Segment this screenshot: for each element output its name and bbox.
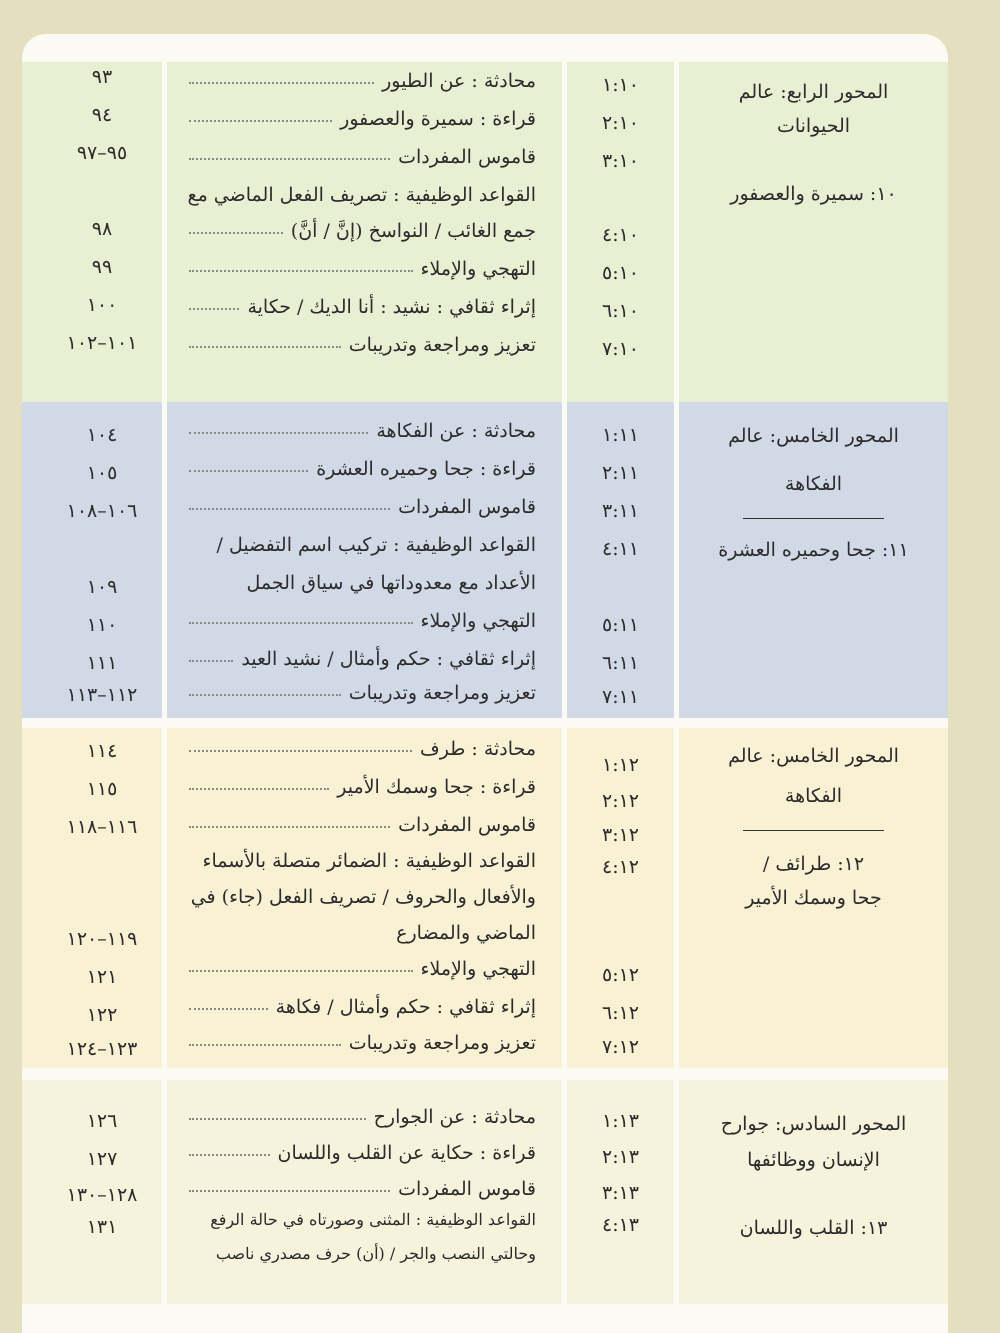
lesson-title: قاموس المفردات bbox=[398, 814, 536, 836]
dotted-leader bbox=[189, 750, 412, 752]
lesson-title: محادثة : طرف bbox=[420, 738, 536, 760]
codes-column bbox=[567, 1080, 674, 1304]
page-number: ١٢٨–١٣٠ bbox=[66, 1184, 138, 1206]
lesson-title: محادثة : عن الطيور bbox=[382, 70, 536, 92]
lesson-code: ١:١٠ bbox=[601, 74, 640, 96]
unit-title: المحور الخامس: عالم bbox=[728, 745, 899, 767]
lesson-title: قراءة : سميرة والعصفور bbox=[340, 108, 536, 130]
dotted-leader bbox=[189, 788, 329, 790]
lesson-title: التهجي والإملاء bbox=[420, 610, 536, 632]
lesson-row bbox=[189, 1210, 536, 1229]
dotted-leader bbox=[189, 508, 390, 510]
dotted-leader bbox=[189, 1118, 366, 1120]
page-number: ٩٩ bbox=[91, 256, 113, 278]
lesson-code: ٦:١٢ bbox=[601, 1002, 640, 1024]
unit-title: المحور السادس: جوارح bbox=[720, 1113, 907, 1135]
lesson-code: ٢:١١ bbox=[601, 462, 640, 484]
lesson-row bbox=[189, 886, 536, 908]
unit-title: المحور الرابع: عالم bbox=[738, 81, 889, 103]
lesson-code: ١:١١ bbox=[601, 424, 640, 446]
lesson-code: ٣:١١ bbox=[601, 500, 640, 522]
dotted-leader bbox=[189, 470, 308, 472]
lesson-row bbox=[189, 108, 536, 130]
lesson-row bbox=[189, 738, 536, 760]
page-number: ١٢١ bbox=[86, 966, 118, 988]
lesson-row bbox=[189, 958, 536, 980]
lesson-title: الأعداد مع معدوداتها في سياق الجمل bbox=[246, 572, 536, 594]
lesson-row bbox=[189, 184, 536, 206]
dotted-leader bbox=[189, 1008, 268, 1010]
lesson-code: ٧:١٠ bbox=[601, 338, 640, 360]
lesson-title: تعزيز ومراجعة وتدريبات bbox=[348, 334, 536, 356]
lesson-row bbox=[189, 996, 536, 1018]
dotted-leader bbox=[189, 694, 341, 696]
lesson-row bbox=[189, 420, 536, 442]
lesson-title: القواعد الوظيفية : تصريف الفعل الماضي مع bbox=[187, 184, 536, 206]
lesson-title: تعزيز ومراجعة وتدريبات bbox=[348, 1032, 536, 1054]
lessons-column bbox=[167, 402, 562, 718]
lesson-row bbox=[189, 258, 536, 280]
page-number: ١٠١–١٠٢ bbox=[66, 332, 138, 354]
lesson-title: التهجي والإملاء bbox=[420, 258, 536, 280]
page-number: ١٠٥ bbox=[86, 462, 118, 484]
lesson-code: ٥:١١ bbox=[601, 614, 640, 636]
unit-column bbox=[679, 62, 948, 408]
lessons-column bbox=[167, 62, 562, 408]
dotted-leader bbox=[189, 1190, 390, 1192]
lesson-title: والأفعال والحروف / تصريف الفعل (جاء) في bbox=[190, 886, 536, 908]
lesson-row bbox=[189, 70, 536, 92]
divider bbox=[743, 830, 884, 831]
lesson-title: القواعد الوظيفية : تركيب اسم التفضيل / bbox=[216, 534, 536, 556]
unit-lesson: جحا وسمك الأمير bbox=[745, 887, 882, 909]
lesson-row bbox=[189, 458, 536, 480]
page-number: ١٢٣–١٢٤ bbox=[66, 1038, 138, 1060]
page-number: ٩٨ bbox=[91, 218, 113, 240]
lesson-title: الماضي والمضارع bbox=[396, 922, 536, 944]
page-number: ١١٤ bbox=[86, 740, 118, 762]
pages-column bbox=[22, 1080, 162, 1304]
lesson-row bbox=[189, 146, 536, 168]
lesson-title: جمع الغائب / النواسخ (إنَّ / أنَّ) bbox=[290, 220, 536, 242]
lesson-code: ١:١٣ bbox=[601, 1110, 640, 1132]
page-number: ٩٤ bbox=[91, 104, 113, 126]
unit-title: الفكاهة bbox=[784, 785, 843, 807]
unit-column bbox=[679, 1080, 948, 1304]
dotted-leader bbox=[189, 432, 368, 434]
lesson-row bbox=[189, 1106, 536, 1128]
dotted-leader bbox=[189, 826, 390, 828]
lesson-code: ٤:١٠ bbox=[601, 224, 640, 246]
lesson-row bbox=[189, 1178, 536, 1200]
lesson-row bbox=[189, 534, 536, 556]
unit-lesson: ١٢: طرائف / bbox=[762, 853, 865, 875]
lesson-code: ٢:١٢ bbox=[601, 790, 640, 812]
page-number: ١٣١ bbox=[86, 1216, 118, 1238]
lesson-title: وحالتي النصب والجر / (أن) حرف مصدري ناصب bbox=[215, 1244, 536, 1263]
lesson-code: ٧:١٢ bbox=[601, 1036, 640, 1058]
unit-title: الإنسان ووظائفها bbox=[747, 1149, 880, 1171]
codes-column bbox=[567, 728, 674, 1068]
lesson-row bbox=[189, 334, 536, 356]
dotted-leader bbox=[189, 308, 239, 310]
page-number: ٩٥–٩٧ bbox=[76, 142, 128, 164]
lesson-title: تعزيز ومراجعة وتدريبات bbox=[348, 682, 536, 704]
dotted-leader bbox=[189, 270, 413, 272]
lesson-title: التهجي والإملاء bbox=[420, 958, 536, 980]
page-number: ١١٥ bbox=[86, 778, 118, 800]
page-number: ١٠٩ bbox=[86, 576, 118, 598]
lesson-title: قراءة : حكاية عن القلب واللسان bbox=[277, 1142, 536, 1164]
lesson-title: محادثة : عن الفكاهة bbox=[376, 420, 536, 442]
dotted-leader bbox=[189, 120, 332, 122]
divider bbox=[743, 518, 884, 519]
page-number: ١٠٦–١٠٨ bbox=[66, 500, 138, 522]
lesson-code: ٦:١١ bbox=[601, 652, 640, 674]
page-number: ١٠٠ bbox=[86, 294, 118, 316]
dotted-leader bbox=[189, 158, 390, 160]
lessons-column bbox=[167, 728, 562, 1068]
lesson-code: ٣:١٠ bbox=[601, 150, 640, 172]
lesson-title: قاموس المفردات bbox=[398, 1178, 536, 1200]
lesson-code: ٣:١٢ bbox=[601, 824, 640, 846]
lesson-code: ٤:١٣ bbox=[601, 1214, 640, 1236]
page-number: ١٢٦ bbox=[86, 1110, 118, 1132]
lesson-title: القواعد الوظيفية : الضمائر متصلة بالأسماء bbox=[202, 850, 536, 872]
lesson-code: ٧:١١ bbox=[601, 686, 640, 708]
lesson-title: قراءة : جحا وسمك الأمير bbox=[337, 776, 536, 798]
page-number: ١٢٧ bbox=[86, 1148, 118, 1170]
unit-title: الحيوانات bbox=[776, 115, 851, 137]
pages-column bbox=[22, 62, 162, 408]
lesson-code: ٥:١٢ bbox=[601, 964, 640, 986]
unit-column bbox=[679, 728, 948, 1068]
page-number: ١١٢–١١٣ bbox=[66, 684, 138, 706]
dotted-leader bbox=[189, 622, 413, 624]
section-unit-11 bbox=[22, 402, 948, 718]
lesson-code: ٤:١١ bbox=[601, 538, 640, 560]
dotted-leader bbox=[189, 970, 413, 972]
section-unit-13 bbox=[22, 1080, 948, 1304]
unit-lesson: ١٣: القلب واللسان bbox=[739, 1217, 888, 1239]
lesson-row bbox=[189, 776, 536, 798]
lesson-row bbox=[189, 496, 536, 518]
lesson-row bbox=[189, 1244, 536, 1263]
dotted-leader bbox=[189, 346, 341, 348]
pages-column bbox=[22, 728, 162, 1068]
lesson-row bbox=[189, 648, 536, 670]
lesson-code: ٥:١٠ bbox=[601, 262, 640, 284]
lesson-row bbox=[189, 220, 536, 242]
unit-lesson: ١١: جحا وحميره العشرة bbox=[718, 539, 909, 561]
lesson-row bbox=[189, 682, 536, 704]
lesson-row bbox=[189, 296, 536, 318]
lesson-row bbox=[189, 1032, 536, 1054]
page-number: ١١٦–١١٨ bbox=[66, 816, 138, 838]
lesson-title: محادثة : عن الجوارح bbox=[373, 1106, 536, 1128]
dotted-leader bbox=[189, 1044, 341, 1046]
page-number: ١١٩–١٢٠ bbox=[66, 928, 138, 950]
pages-column bbox=[22, 402, 162, 718]
lesson-row bbox=[189, 610, 536, 632]
lesson-code: ٦:١٠ bbox=[601, 300, 640, 322]
contents-page bbox=[22, 34, 948, 1333]
page-number: ١١١ bbox=[86, 652, 118, 674]
page-number: ١١٠ bbox=[86, 614, 118, 636]
lesson-title: قاموس المفردات bbox=[398, 146, 536, 168]
lesson-code: ٣:١٣ bbox=[601, 1182, 640, 1204]
dotted-leader bbox=[189, 232, 283, 234]
lesson-row bbox=[189, 850, 536, 872]
page-number: ١٠٤ bbox=[86, 424, 118, 446]
lesson-code: ٤:١٢ bbox=[601, 856, 640, 878]
section-unit-10 bbox=[22, 62, 948, 408]
lesson-title: إثراء ثقافي : حكم وأمثال / نشيد العيد bbox=[241, 648, 536, 670]
lesson-row bbox=[189, 814, 536, 836]
page-number: ١٢٢ bbox=[86, 1004, 118, 1026]
lesson-title: إثراء ثقافي : حكم وأمثال / فكاهة bbox=[275, 996, 536, 1018]
lesson-code: ٢:١٣ bbox=[601, 1146, 640, 1168]
lesson-row bbox=[189, 572, 536, 594]
unit-title: الفكاهة bbox=[784, 473, 843, 495]
unit-title: المحور الخامس: عالم bbox=[728, 425, 899, 447]
codes-column bbox=[567, 402, 674, 718]
section-unit-12 bbox=[22, 728, 948, 1068]
lesson-title: قراءة : جحا وحميره العشرة bbox=[316, 458, 536, 480]
lesson-title: القواعد الوظيفية : المثنى وصورتاه في حالة الرفع bbox=[210, 1210, 536, 1229]
lesson-code: ٢:١٠ bbox=[601, 112, 640, 134]
lesson-title: إثراء ثقافي : نشيد : أنا الديك / حكاية bbox=[247, 296, 536, 318]
unit-column bbox=[679, 402, 948, 718]
lesson-row bbox=[189, 922, 536, 944]
dotted-leader bbox=[189, 1154, 270, 1156]
lesson-title: قاموس المفردات bbox=[398, 496, 536, 518]
codes-column bbox=[567, 62, 674, 408]
unit-lesson: ١٠: سميرة والعصفور bbox=[730, 183, 897, 205]
dotted-leader bbox=[189, 660, 233, 662]
dotted-leader bbox=[189, 82, 374, 84]
lesson-code: ١:١٢ bbox=[601, 754, 640, 776]
page-number: ٩٣ bbox=[91, 66, 113, 88]
lesson-row bbox=[189, 1142, 536, 1164]
lessons-column bbox=[167, 1080, 562, 1304]
